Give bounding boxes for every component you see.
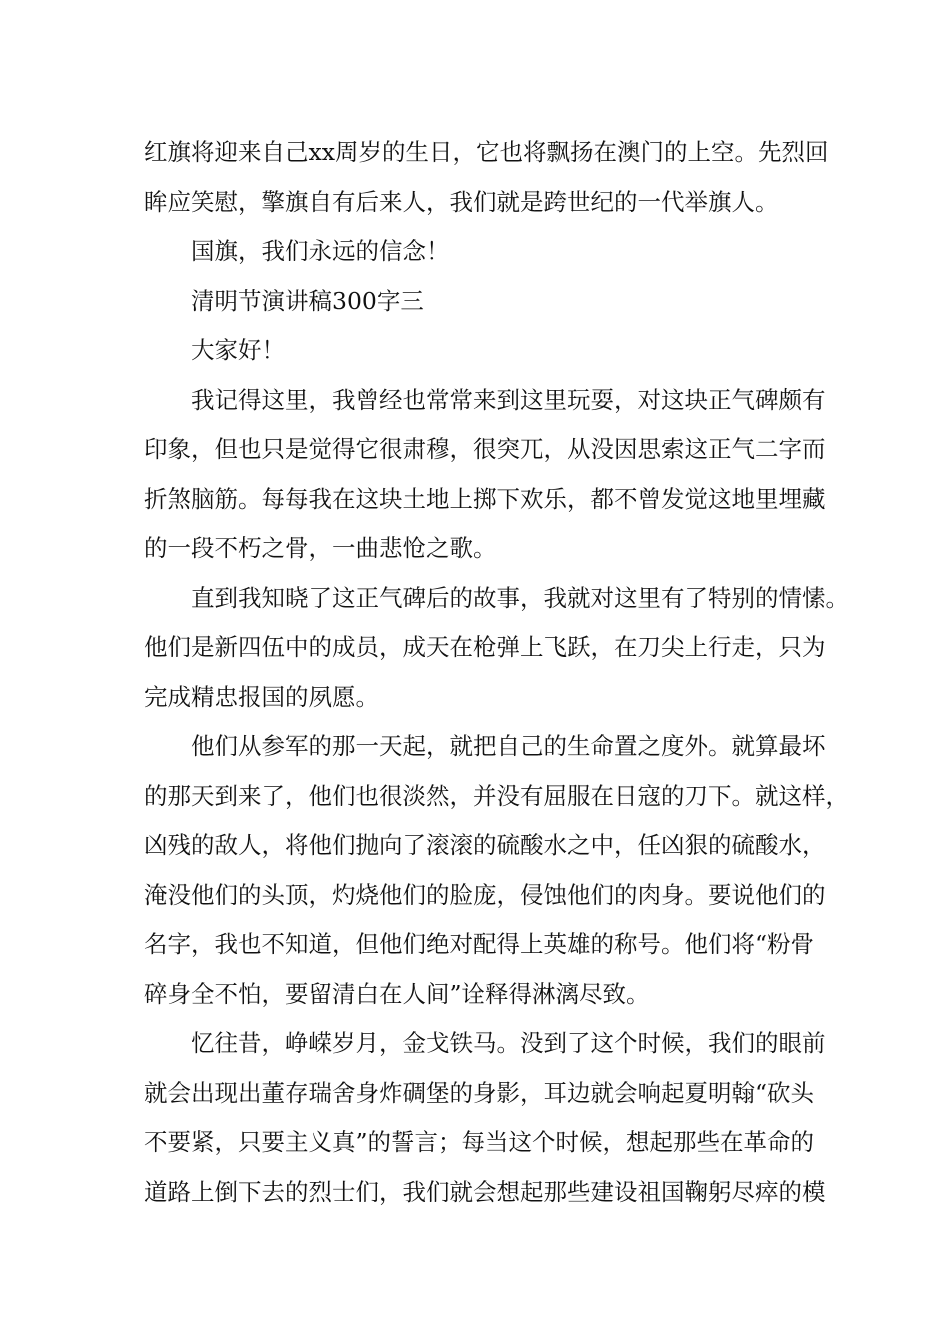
text-line: 红旗将迎来自己xx周岁的生日，它也将飘扬在澳门的上空。先烈回	[144, 138, 829, 166]
text-line: 不要紧，只要主义真”的誓言；每当这个时候，想起那些在革命的	[144, 1128, 815, 1156]
text-line: 就会出现出董存瑞舍身炸碉堡的身影，耳边就会响起夏明翰“砍头	[144, 1078, 815, 1107]
text-line: 的那天到来了，他们也很淡然，并没有屈服在日寇的刀下。就这样，	[144, 781, 849, 810]
text-line: 碎身全不怕，要留清白在人间”诠释得淋漓尽致。	[144, 979, 650, 1008]
text-line: 淹没他们的头顶，灼烧他们的脸庞，侵蚀他们的肉身。要说他们的	[144, 880, 826, 909]
text-line: 印象，但也只是觉得它很肃穆，很突兀，从没因思索这正气二字而	[144, 435, 826, 463]
text-line: 道路上倒下去的烈士们，我们就会想起那些建设祖国鞠躬尽瘁的模	[144, 1177, 826, 1206]
document-body	[144, 128, 849, 1217]
text-line: 忆往昔，峥嵘岁月，金戈铁马。没到了这个时候，我们的眼前	[191, 1029, 826, 1057]
text-line: 国旗，我们永远的信念！	[191, 237, 450, 265]
text-line: 凶残的敌人，将他们抛向了滚滚的硫酸水之中，任凶狠的硫酸水，	[144, 831, 826, 859]
text-line: 的一段不朽之骨，一曲悲怆之歌。	[144, 534, 497, 562]
text-line: 他们从参军的那一天起，就把自己的生命置之度外。就算最坏	[191, 732, 826, 760]
text-line: 完成精忠报国的夙愿。	[144, 682, 379, 711]
greeting-line: 大家好！	[191, 336, 285, 364]
section-heading: 清明节演讲稿300字三	[191, 286, 424, 315]
text-line: 折煞脑筋。每每我在这块土地上掷下欢乐，都不曾发觉这地里埋藏	[144, 484, 826, 513]
text-line: 眸应笑慰，擎旗自有后来人，我们就是跨世纪的一代举旗人。	[144, 187, 779, 216]
text-line: 名字，我也不知道，但他们绝对配得上英雄的称号。他们将“粉骨	[144, 930, 815, 958]
text-line: 直到我知晓了这正气碑后的故事，我就对这里有了特别的情愫。	[191, 583, 849, 612]
text-line: 他们是新四伍中的成员，成天在枪弹上飞跃，在刀尖上行走，只为	[144, 633, 826, 661]
text-line: 我记得这里，我曾经也常常来到这里玩耍，对这块正气碑颇有	[191, 385, 826, 414]
